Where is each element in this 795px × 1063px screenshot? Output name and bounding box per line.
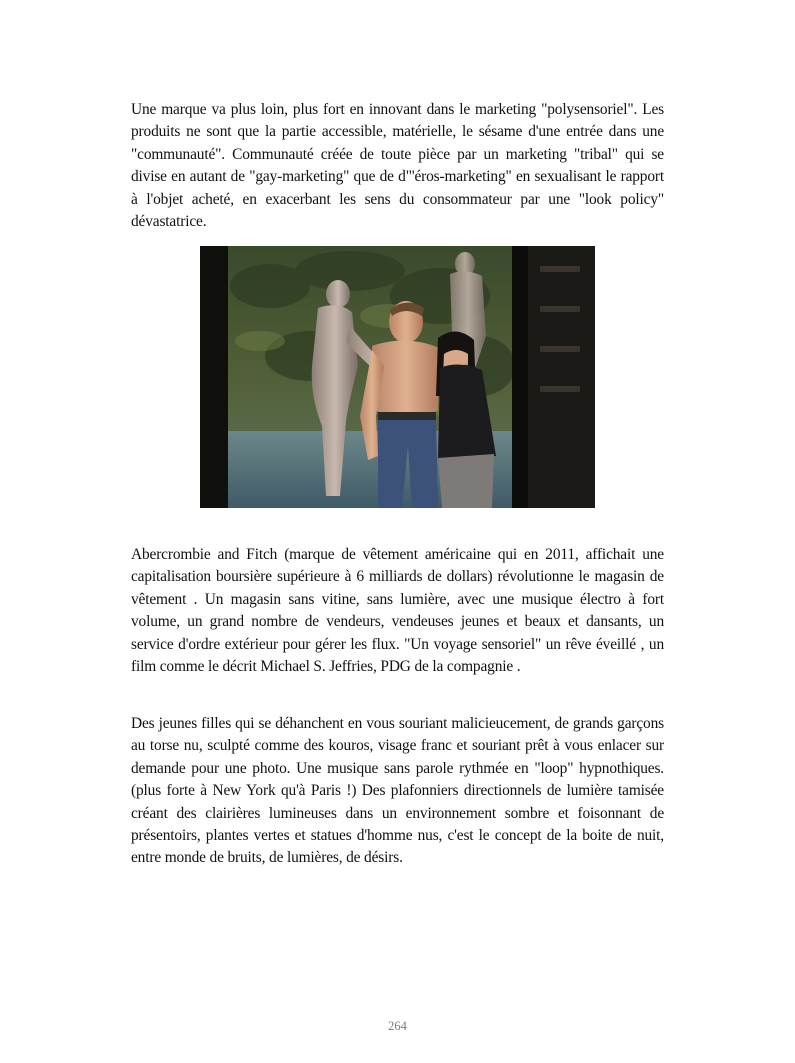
page-number: 264 bbox=[388, 1019, 407, 1033]
store-photo bbox=[200, 246, 595, 508]
paragraph-abercrombie: Abercrombie and Fitch (marque de vêtement américaine qui en 2011, affichait une capitalisation boursière supérieure à 6 milliards de dollars) révolutionne le magasin de vêtement . Un magasin sans vitine, sans lumière, avec une musique électro à fort volume, un grand nombre de vendeurs, vendeuses jeunes et beaux et dansants, un service d'ordre extérieur pour gérer les flux. "Un voyage sensoriel" un rêve éveillé , un film comme le décrit Michael S. Jeffries, PDG de la compagnie . bbox=[131, 546, 664, 676]
paragraph-store-concept: Des jeunes filles qui se déhanchent en vous souriant malicieucement, de grands garçons au torse nu, sculpté comme des kouros, visage franc et souriant prêt à vous enlacer sur demande pour une photo. Une musique sans parole rythmée en "loop" hypnothiques. (plus forte à New York qu'à Paris !) Des plafonniers directionnels de lumière tamisée créant des clairières lumineuses dans un environnement sombre et foisonnant de présentoirs, plantes vertes et statues d'homme nus, c'est le concept de la boite de nuit, entre monde de bruits, de lumières, de désirs. bbox=[131, 715, 664, 867]
paragraph-intro: Une marque va plus loin, plus fort en innovant dans le marketing "polysensoriel". Les produits ne sont que la partie accessible, matérielle, le sésame d'une entrée dans une "communauté". Communauté créée de toute pièce par un marketing "tribal" qui se divise en autant de "gay-marketing" que de d"'éros-marketing" en sexualisant le rapport à l'objet acheté, en exacerbant les sens du consommateur par une "look policy" dévastatrice. bbox=[131, 101, 664, 231]
